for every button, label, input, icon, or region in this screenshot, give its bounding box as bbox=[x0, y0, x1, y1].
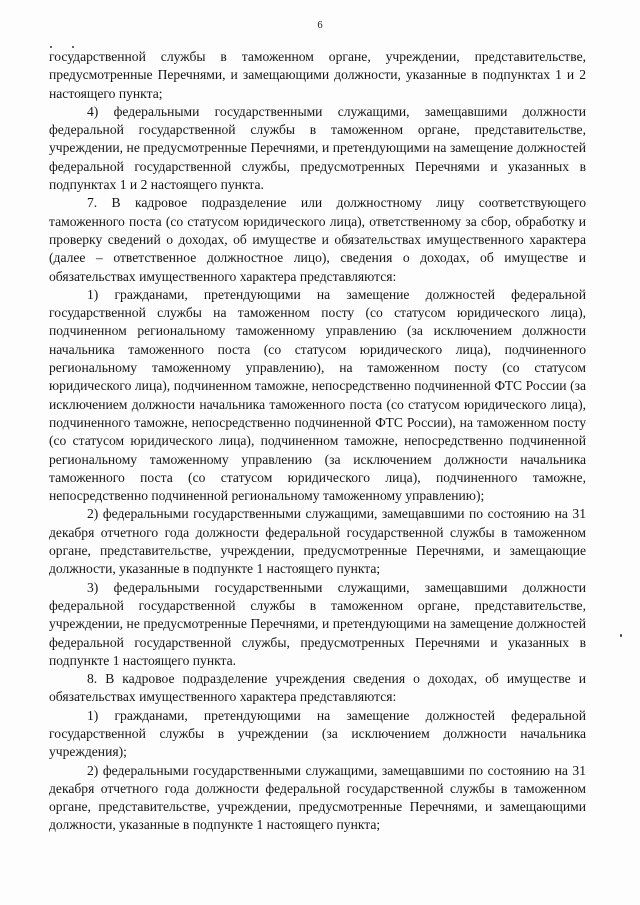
document-body bbox=[49, 48, 586, 835]
scan-speck bbox=[620, 634, 622, 637]
paragraph: 8. В кадровое подразделение учреждения сведения о доходах, об имуществе и обязательствах имущественного характера представляются: bbox=[49, 671, 586, 705]
paragraph: 2) федеральными государственными служащими, замещавшими по состоянию на 31 декабря отчетного года должности федеральной государственной службы в таможенном органе, представительстве, учреждении, предусмотренные Перечнями, и замещающие должности, указанные в подпункте 1 настоящего пункта; bbox=[49, 506, 586, 577]
paragraph: 7. В кадровое подразделение или должностному лицу соответствующего таможенного поста (со статусом юридического лица), ответственному за сбор, обработку и проверку сведений о доходах, об имуществе и обязательствах имущественного характера (далее – ответственное должностное лицо), сведения о доходах, об имуществе и обязательствах имущественного характера представляются: bbox=[49, 195, 586, 284]
paragraph: 3) федеральными государственными служащими, замещавшими должности федеральной государственной службы в таможенном органе, представительстве, учреждении, не предусмотренные Перечнями, и претендующими на замещение должностей федеральной государственной службы, предусмотренных Перечнями и указанных в подпункте 1 настоящего пункта. bbox=[49, 579, 586, 668]
page-number: 6 bbox=[317, 20, 323, 31]
paragraph: государственной службы в таможенном органе, учреждении, представительстве, предусмотренные Перечнями, и замещающими должности, указанные в подпунктах 1 и 2 настоящего пункта; bbox=[49, 49, 586, 101]
paragraph: 4) федеральными государственными служащими, замещавшими должности федеральной государственной службы в таможенном органе, представительстве, учреждении, не предусмотренные Перечнями, и претендующими на замещение должностей федеральной государственной службы, предусмотренных Перечнями и указанных в подпунктах 1 и 2 настоящего пункта. bbox=[49, 103, 586, 193]
paragraph: 1) гражданами, претендующими на замещение должностей федеральной государственной службы на таможенном посту (со статусом юридического лица), подчиненном региональному таможенному управлению (за исключением должности начальника таможенного поста (со статусом юридического лица), подчиненного региональному таможенному управлению), на таможенном посту (со статусом юридического лица), подчиненном таможне, непосредственно подчиненной ФТС России (за исключением должности начальника таможенного поста (со статусом юридического лица), подчиненного таможне, непосредственно подчиненной ФТС России), на таможенном посту (со статусом юридического лица), подчиненном таможне, непосредственно подчиненной региональному таможенному управлению (за исключением должности начальника таможенного поста (со статусом юридического лица), подчиненного таможне, непосредственно подчиненной региональному таможенному управлению); bbox=[49, 286, 586, 504]
paragraph: 1) гражданами, претендующими на замещение должностей федеральной государственной службы в учреждении (за исключением должности начальника учреждения); bbox=[49, 707, 586, 760]
paragraph: 2) федеральными государственными служащими, замещавшими по состоянию на 31 декабря отчетного года должности федеральной государственной службы в таможенном органе, представительстве, учреждении, предусмотренные Перечнями, и замещающими должности, указанные в подпункте 1 настоящего пункта; bbox=[49, 762, 586, 833]
